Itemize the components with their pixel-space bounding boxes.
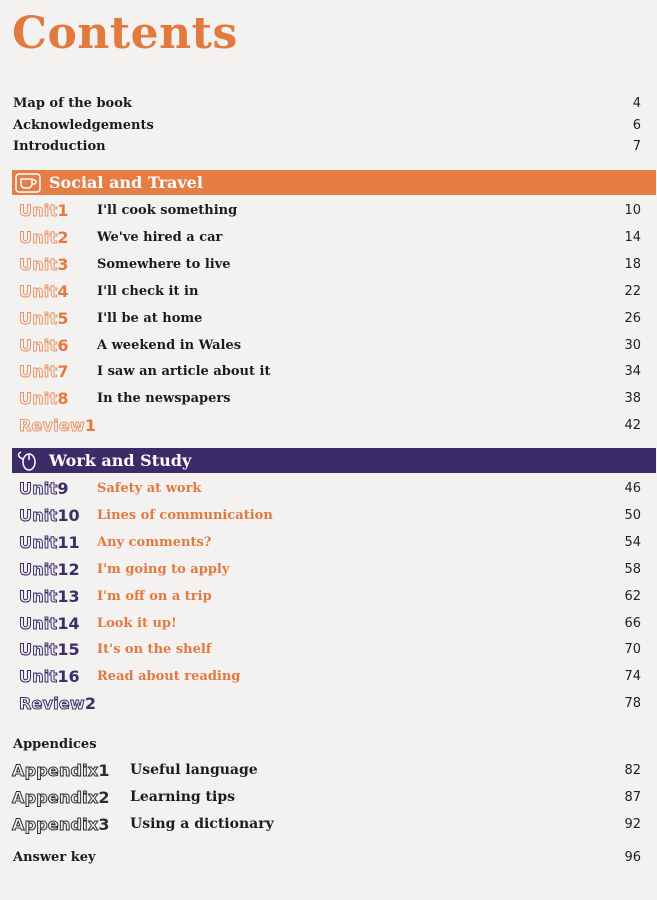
unit-word: Unit <box>19 281 58 301</box>
unit-title: Look it up! <box>97 615 177 631</box>
unit-word: Unit <box>19 227 58 247</box>
unit-title: Learning tips <box>130 789 235 805</box>
unit-number: 11 <box>57 532 80 552</box>
unit-word: Unit <box>19 532 58 552</box>
page-number: 74 <box>624 668 641 684</box>
unit-title: I'll be at home <box>97 310 203 326</box>
toc-entry-unit-15[interactable] <box>19 638 641 660</box>
unit-code <box>19 336 97 355</box>
unit-code <box>19 389 97 408</box>
unit-title: We've hired a car <box>97 229 223 245</box>
toc-entry-map-of-the-book[interactable] <box>13 93 641 113</box>
unit-title: I'll check it in <box>97 283 199 299</box>
page-number: 82 <box>624 762 641 778</box>
unit-code <box>19 533 97 552</box>
unit-title: Using a dictionary <box>130 816 274 832</box>
unit-code <box>19 694 97 713</box>
section-title: Work and Study <box>49 451 192 470</box>
unit-title: I saw an article about it <box>97 363 271 379</box>
unit-word: Unit <box>19 254 58 274</box>
page-number: 42 <box>624 417 641 433</box>
unit-code <box>19 479 97 498</box>
toc-entry-unit-2[interactable] <box>19 226 641 248</box>
unit-code <box>19 416 97 435</box>
unit-code <box>19 667 97 686</box>
page-number: 96 <box>624 849 641 865</box>
toc-entry-unit-4[interactable] <box>19 280 641 302</box>
toc-entry-unit-6[interactable] <box>19 334 641 356</box>
unit-word: Unit <box>19 361 58 381</box>
unit-word: Unit <box>19 200 58 220</box>
unit-title: Lines of communication <box>97 507 273 523</box>
unit-title: I'm off on a trip <box>97 588 212 604</box>
page-title: Contents <box>12 8 238 59</box>
section-header-social-and-travel <box>12 170 656 195</box>
unit-number: 1 <box>57 200 69 220</box>
toc-entry-unit-11[interactable] <box>19 531 641 553</box>
unit-number: 2 <box>84 693 97 713</box>
unit-code <box>19 560 97 579</box>
page-number: 66 <box>624 615 641 631</box>
unit-word: Appendix <box>12 787 99 807</box>
page-number: 18 <box>624 256 641 272</box>
unit-code <box>19 614 97 633</box>
page-number: 87 <box>624 789 641 805</box>
coffee-cup-icon <box>15 172 41 193</box>
unit-code <box>19 228 97 247</box>
unit-number: 15 <box>57 639 80 659</box>
computer-mouse-icon <box>15 450 41 471</box>
unit-number: 12 <box>57 559 80 579</box>
page-number: 10 <box>624 202 641 218</box>
toc-entry-review-1[interactable] <box>19 414 641 436</box>
unit-word: Unit <box>19 505 58 525</box>
toc-entry-unit-5[interactable] <box>19 307 641 329</box>
unit-code <box>19 587 97 606</box>
page-number: 30 <box>624 337 641 353</box>
toc-entry-appendix-2[interactable] <box>12 786 641 808</box>
section-title: Social and Travel <box>49 173 203 192</box>
unit-title: A weekend in Wales <box>97 337 242 353</box>
unit-word: Unit <box>19 335 58 355</box>
unit-title: In the newspapers <box>97 390 231 406</box>
page-number: 38 <box>624 390 641 406</box>
unit-word: Unit <box>19 559 58 579</box>
unit-number: 2 <box>98 787 110 807</box>
unit-number: 1 <box>84 415 97 435</box>
toc-entry-unit-12[interactable] <box>19 558 641 580</box>
page-number: 22 <box>624 283 641 299</box>
unit-word: Unit <box>19 478 58 498</box>
unit-code <box>12 788 130 807</box>
toc-entry-unit-10[interactable] <box>19 504 641 526</box>
entry-label: Acknowledgements <box>13 117 154 133</box>
entry-label: Map of the book <box>13 95 132 111</box>
toc-entry-unit-16[interactable] <box>19 665 641 687</box>
page-number: 7 <box>632 138 641 154</box>
unit-number: 8 <box>57 388 69 408</box>
unit-code <box>19 282 97 301</box>
unit-number: 2 <box>57 227 69 247</box>
page-number: 54 <box>624 534 641 550</box>
unit-word: Review <box>19 693 85 713</box>
unit-code <box>19 309 97 328</box>
toc-entry-unit-8[interactable] <box>19 387 641 409</box>
toc-entry-unit-13[interactable] <box>19 585 641 607</box>
unit-word: Unit <box>19 666 58 686</box>
unit-number: 9 <box>57 478 69 498</box>
toc-entry-introduction[interactable] <box>13 136 641 156</box>
unit-word: Unit <box>19 639 58 659</box>
unit-number: 4 <box>57 281 69 301</box>
unit-number: 6 <box>57 335 69 355</box>
page-number: 6 <box>632 117 641 133</box>
entry-label: Introduction <box>13 138 106 154</box>
unit-number: 5 <box>57 308 69 328</box>
unit-number: 7 <box>57 361 69 381</box>
unit-word: Unit <box>19 586 58 606</box>
toc-entry-answer-key[interactable] <box>13 847 641 867</box>
unit-code <box>19 362 97 381</box>
unit-word: Appendix <box>12 760 99 780</box>
heading-label: Appendices <box>13 736 97 752</box>
unit-title: Useful language <box>130 762 258 778</box>
unit-title: I'll cook something <box>97 202 238 218</box>
toc-entry-acknowledgements[interactable] <box>13 115 641 135</box>
unit-number: 1 <box>98 760 110 780</box>
unit-code <box>19 640 97 659</box>
toc-entry-appendix-3[interactable] <box>12 813 641 835</box>
page-number: 62 <box>624 588 641 604</box>
entry-label: Answer key <box>13 849 96 865</box>
toc-entry-unit-3[interactable] <box>19 253 641 275</box>
page-number: 78 <box>624 695 641 711</box>
page-number: 14 <box>624 229 641 245</box>
page-number: 34 <box>624 363 641 379</box>
unit-code <box>12 815 130 834</box>
unit-number: 3 <box>98 814 110 834</box>
section-header-work-and-study <box>12 448 656 473</box>
toc-entry-unit-14[interactable] <box>19 612 641 634</box>
page-number: 46 <box>624 480 641 496</box>
toc-entry-unit-9[interactable] <box>19 477 641 499</box>
unit-title: Somewhere to live <box>97 256 231 272</box>
unit-title: Any comments? <box>97 534 212 550</box>
unit-number: 16 <box>57 666 80 686</box>
unit-word: Unit <box>19 388 58 408</box>
unit-word: Unit <box>19 613 58 633</box>
page-number: 92 <box>624 816 641 832</box>
unit-code <box>19 506 97 525</box>
unit-word: Unit <box>19 308 58 328</box>
unit-title: I'm going to apply <box>97 561 230 577</box>
page-number: 50 <box>624 507 641 523</box>
toc-entry-unit-1[interactable] <box>19 199 641 221</box>
unit-title: It's on the shelf <box>97 641 212 657</box>
unit-number: 3 <box>57 254 69 274</box>
appendices-heading <box>13 734 641 754</box>
unit-code <box>19 255 97 274</box>
page-number: 26 <box>624 310 641 326</box>
unit-code <box>12 761 130 780</box>
unit-title: Safety at work <box>97 480 202 496</box>
page-number: 70 <box>624 641 641 657</box>
toc-entry-appendix-1[interactable] <box>12 759 641 781</box>
unit-word: Appendix <box>12 814 99 834</box>
toc-entry-unit-7[interactable] <box>19 360 641 382</box>
unit-number: 14 <box>57 613 80 633</box>
unit-word: Review <box>19 415 85 435</box>
unit-number: 10 <box>57 505 80 525</box>
unit-code <box>19 201 97 220</box>
page-number: 58 <box>624 561 641 577</box>
unit-title: Read about reading <box>97 668 241 684</box>
page-number: 4 <box>632 95 641 111</box>
unit-number: 13 <box>57 586 80 606</box>
toc-entry-review-2[interactable] <box>19 692 641 714</box>
